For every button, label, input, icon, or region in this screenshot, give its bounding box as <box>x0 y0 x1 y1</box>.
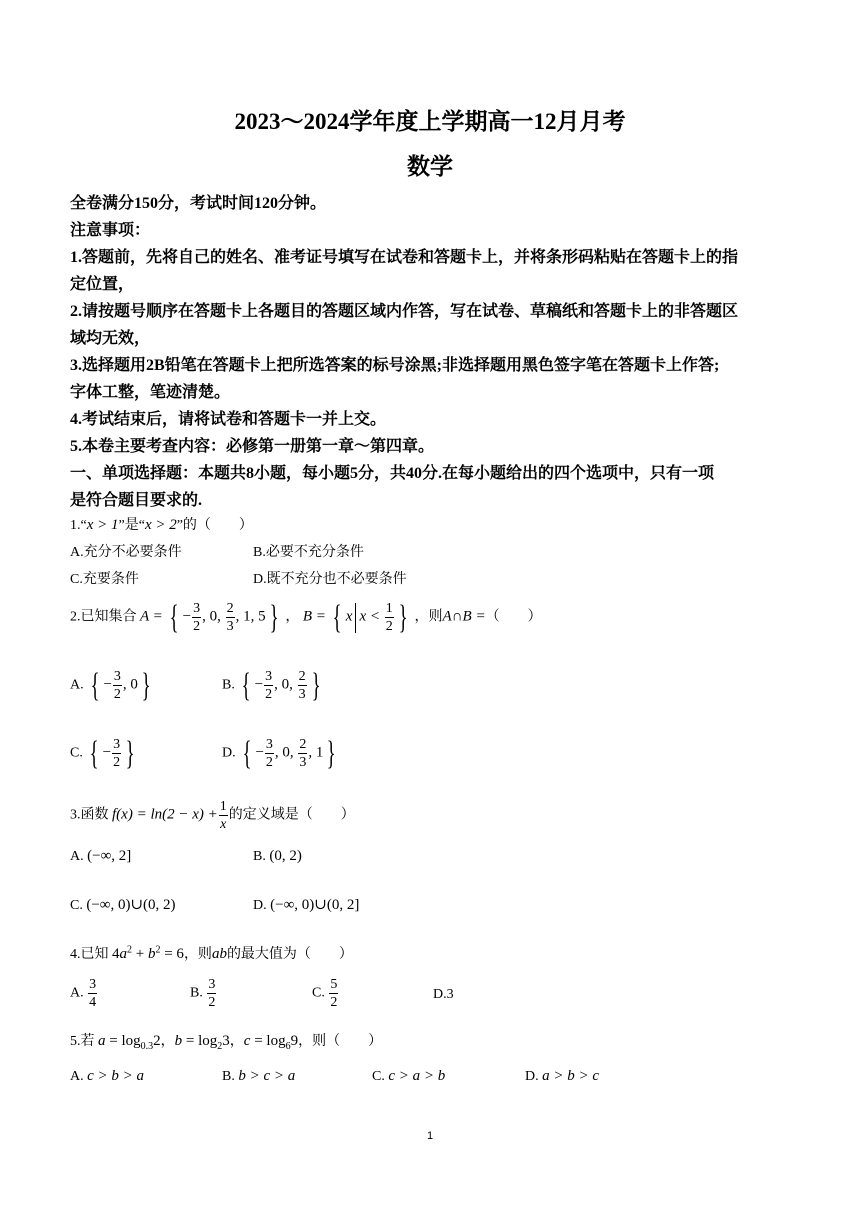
question-2: 2.已知集合 A = { − $\frac{3}{2}$ , 0, $\frac{2}{3}$ , 1, 5 } ， B = { x x < $\frac{1}{2}$ } ，则A∩B =（ ） <box>70 598 542 636</box>
q3-option-a: A. (−∞, 2] <box>70 848 132 864</box>
q3-option-c: C. (−∞, 0)∪(0, 2) <box>70 897 176 913</box>
note-line: 3.选择题用2B铅笔在答题卡上把所选答案的标号涂黑;非选择题用黑色签字笔在答题卡上作答; <box>70 357 720 374</box>
note-line: 4.考试结束后，请将试卷和答题卡一并上交。 <box>70 411 387 428</box>
q4-option-c: C. $\frac{5}{2}$ <box>312 977 338 1010</box>
note-line: 5.本卷主要考查内容：必修第一册第一章～第四章。 <box>70 438 435 455</box>
q2-option-d: D. { − $\frac{3}{2}$ , 0, $\frac{2}{3}$ , 1 } <box>222 734 337 772</box>
question-5: 5.若 $a = \log_{0.3}2$，$b = \log_23$，$c = \log_69$，则（ ） <box>70 1033 383 1052</box>
note-line: 1.答题前，先将自己的姓名、准考证号填写在试卷和答题卡上，并将条形码粘贴在答题卡上的指 <box>70 249 739 266</box>
exam-title: 2023～2024学年度上学期高一12月月考 <box>234 109 626 134</box>
q2-option-c: C. { − $\frac{3}{2}$ } <box>70 734 135 772</box>
q3-option-b: B. (0, 2) <box>253 848 302 864</box>
q1-option-b: B.必要不充分条件 <box>253 545 364 560</box>
q5-option-d: D. a > b > c <box>525 1068 600 1084</box>
q1-option-a: A.充分不必要条件 <box>70 545 182 560</box>
q3-option-d: D. (−∞, 0)∪(0, 2] <box>253 897 360 913</box>
page-number: 1 <box>426 1130 434 1142</box>
q4-option-a: A. $\frac{3}{4}$ <box>70 977 97 1010</box>
q2-option-b: B. { − $\frac{3}{2}$ , 0, $\frac{2}{3}$ } <box>222 666 321 704</box>
section-heading: 一、单项选择题：本题共8小题，每小题5分，共40分.在每小题给出的四个选项中，只有一项 <box>70 465 715 482</box>
question-4: 4.已知 $4a^2 + b^2 = 6$，则ab的最大值为（ ） <box>70 944 353 962</box>
q5-option-b: B. b > c > a <box>222 1068 296 1084</box>
note-line: 字体工整，笔迹清楚。 <box>70 384 231 401</box>
question-1: 1.“x > 1”是“x > 2”的（ ） <box>70 517 253 533</box>
question-3: 3.函数 f(x) = ln(2 − x) + $\frac{1}{x}$ 的定义域是（ ） <box>70 799 355 832</box>
q5-option-a: A. c > b > a <box>70 1068 145 1084</box>
section-heading-cont: 是符合题目要求的. <box>70 492 203 509</box>
q5-option-c: C. c > a > b <box>372 1068 446 1084</box>
notice-heading: 注意事项： <box>70 222 151 239</box>
q1-option-c: C.充要条件 <box>70 572 139 587</box>
score-line: 全卷满分150分，考试时间120分钟。 <box>70 195 327 212</box>
note-line: 域均无效， <box>70 330 151 347</box>
note-line: 定位置， <box>70 276 135 293</box>
q4-option-d: D.3 <box>433 987 454 1002</box>
note-line: 2.请按题号顺序在答题卡上各题目的答题区域内作答，写在试卷、草稿纸和答题卡上的非答题区 <box>70 303 739 320</box>
q4-option-b: B. $\frac{3}{2}$ <box>190 977 216 1010</box>
q2-option-a: A. { − $\frac{3}{2}$ , 0 } <box>70 666 151 704</box>
q1-option-d: D.既不充分也不必要条件 <box>253 572 407 587</box>
exam-subject: 数学 <box>407 154 453 179</box>
